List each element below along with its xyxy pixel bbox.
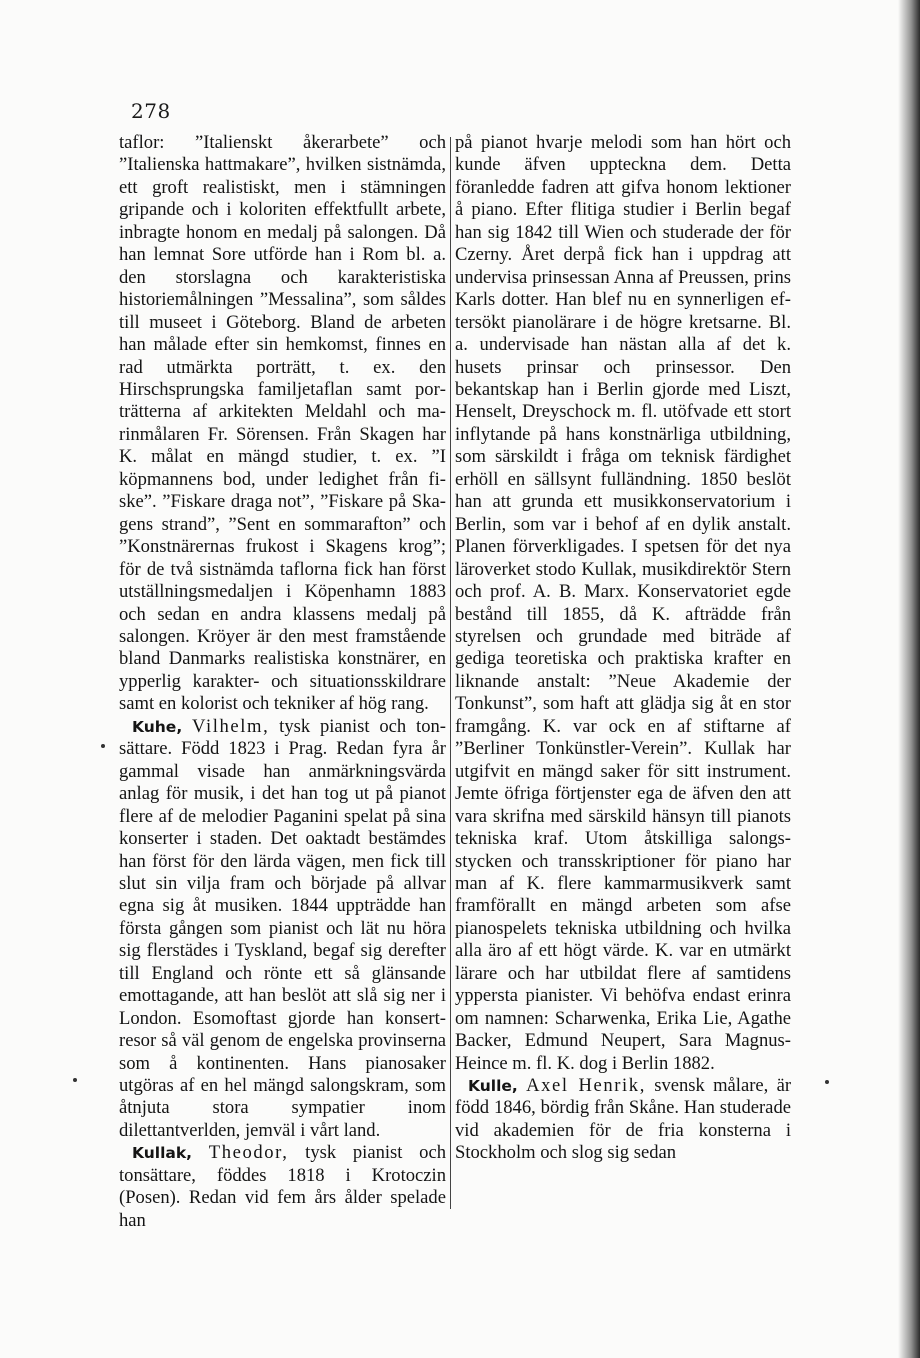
scan-speck	[101, 744, 105, 748]
scan-speck	[825, 1080, 829, 1084]
kullak-headword: Kullak,	[132, 1144, 193, 1163]
kuhe-given-name: Vilhelm,	[192, 715, 270, 737]
right-column	[455, 132, 791, 1165]
kulle-given-name: Axel Henrik,	[526, 1075, 646, 1097]
kullak-entry	[119, 1142, 446, 1232]
left-column	[119, 132, 446, 1232]
kullak-entry-text: tysk pianist och tonsättare, föddes 1818 i Krotoczin (Posen). Redan vid fem års ålder spelade han	[119, 1142, 446, 1231]
page-edge-shadow	[898, 0, 920, 1358]
page-number: 278	[131, 99, 171, 123]
kuhe-entry	[119, 716, 446, 1143]
kulle-entry-text: svensk målare, är född 1846, bördig från Skåne. Han studerade vid akademien för de fria konsterna i Stockholm och slog sig sedan	[455, 1075, 792, 1164]
kulle-headword: Kulle,	[468, 1077, 518, 1096]
kulle-entry	[455, 1075, 791, 1165]
kuhe-entry-text: tysk pianist och tonsättare. Född 1823 i Prag. Redan fyra år gammal visade han anmärkningsvärda anlag för musik, i det han tog ut på pianot flere af de melodier Paganini spelat på sina konserter i staden. Det oaktadt bestämdes han först för den lärda vägen, men fick till slut sin vilja fram och började på allvar egna sig åt musiken. 1844 uppträdde han första gången som pianist och lät nu höra sig flerstädes i Tyskland, begaf sig derefter till England och rönte ett så glänsande emottagande, att han beslöt att slå sig ner i London. Esomoftast gjorde han konsertresor så väl genom de engelska provinserna som å kontinenten. Hans pianosaker utgöras af en hel mängd salongskram, som åtnjuta stora sympatier inom dilettantverlden, jemväl i vårt land.	[119, 715, 446, 1141]
scan-speck	[73, 1078, 77, 1082]
kullak-given-name: Theodor,	[208, 1142, 289, 1164]
kroyer-entry-continuation: taflor: ”Italienskt åkerarbete” och ”Italienska hattmakare”, hvilken sistnämda, ett groft realistiskt, men i stämningen gripande och i koloriten effektfullt arbete, inbragte honom en medalj på salongen. Då han lemnat Sore utförde han i Rom bl. a. den storslagna och karakteristiska historiemålningen ”Messalina”, som såldes till museet i Göteborg. Bland de arbeten han målade efter sin hemkomst, finnes en rad utmärkta porträtt, t. ex. den Hirschsprungska familjetaflan samt porträtterna af arkitekten Meldahl och marinmålaren Fr. Sörensen. Från Skagen har K. målat en mängd studier, t. ex. ”I köpmannens bod, under ledighet från fiske”. ”Fiskare dragа not”, ”Fiskare på Skagens strand”, ”Sent en sommarafton” och ”Konstnärernas frukost i Skagens krog”; för de två sistnämda taflorna fick han först utställningsmedaljen i Köpenhamn 1883 och sedan en andra klassens medalj på salongen. Kröyer är den mest framstående bland Danmarks realistiska konstnärer, en ypperlig karakter- och situationsskildrare samt en kolorist och tekniker af hög rang.	[119, 132, 446, 715]
kullak-entry-continuation: på pianot hvarje melodi som han hört och kunde äfven uppteckna dem. Detta föranledde fadren att gifva honom lektioner å piano. Efter flitiga studier i Berlin begaf han sig 1842 till Wien och studerade der för Czerny. Året derpå fick han i uppdrag att undervisa prinsessan Anna af Preussen, prins Karls dotter. Han blef nu en synnerligen eftersökt pianolärare i de högre kretsarne. Bl. a. undervisade han nästan alla af det k. husets prinsar och prinsessor. Den bekantskap han i Berlin gjorde med Liszt, Henselt, Dreyschock m. fl. utöfvade ett stort inflytande på hans konstnärliga utbildning, som särskildt i fråga om teknisk färdighet erhöll en sällsynt fulländning. 1850 beslöt han att grunda ett musikkonservatorium i Berlin, som var i behof af en dylik anstalt. Planen förverkligades. I spetsen för det nya läroverket stodo Kullak, musikdirektör Stern och prof. A. B. Marx. Konservatoriet egde bestånd till 1855, då K. afträdde från styrelsen och grundade med biträde af gediga teoretiska och praktiska krafter en liknande anstalt: ”Neue Akademie der Tonkunst”, som haft att glädja sig åt en stor framgång. K. var ock en af stiftarne af ”Berliner Tonkünstler-Verein”. Kullak har utgifvit en mängd saker för sitt instrument. Jemte öfriga förtjenster ega de äfven den att vara skrifna med särskild hänsyn till pianots tekniska kraf. Utom åtskilliga salongsstycken och transskriptioner för piano har man af K. flere kammarmusikverk samt framförallt en mängd arbeten som afse pianospelets tekniska utbildning och hvilka alla äro af ett högt värde. K. var en utmärkt lärare och har utbildat flere af samtidens yppersta pianister. Vi behöfva endast erinra om namnen: Scharwenka, Erika Lie, Agathe Backer, Edmund Neupert, Sara Magnus-Heince m. fl. K. dog i Berlin 1882.	[455, 132, 791, 1074]
column-divider	[450, 137, 451, 1209]
kuhe-headword: Kuhe,	[132, 717, 183, 736]
